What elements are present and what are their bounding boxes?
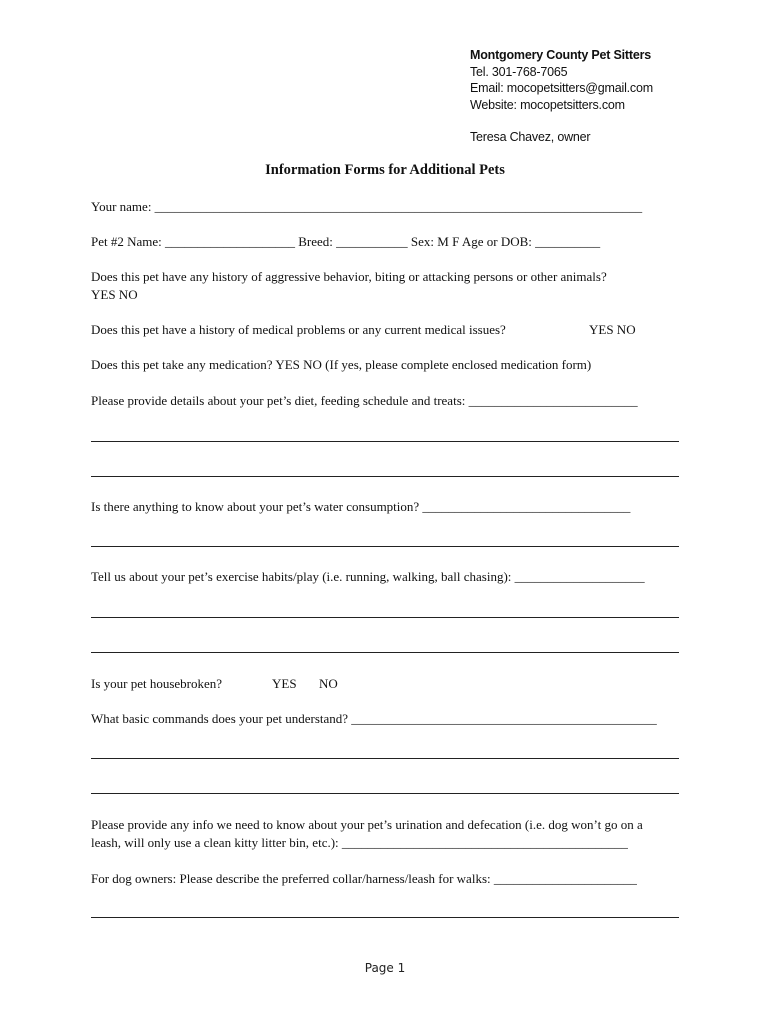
medical-options[interactable]: YES NO [589,322,636,337]
commands-answer-line[interactable] [91,758,679,759]
water-question[interactable]: Is there anything to know about your pet’s water consumption? ________________________________ [91,499,631,514]
owner-name: Teresa Chavez, owner [470,130,591,144]
exercise-question[interactable]: Tell us about your pet’s exercise habits/play (i.e. running, walking, ball chasing): ____________________ [91,569,645,584]
medical-question: Does this pet have a history of medical problems or any current medical issues? [91,322,506,337]
collar-question[interactable]: For dog owners: Please describe the preferred collar/harness/leash for walks: ______________________ [91,871,637,886]
contact-block [470,47,653,146]
housebroken-question: Is your pet housebroken? [91,676,223,691]
housebroken-yes[interactable]: YES [272,676,297,691]
website: Website: mocopetsitters.com [470,97,625,112]
urination-question-continued[interactable]: leash, will only use a clean kitty litter bin, etc.): ____________________________________________ [91,835,628,850]
housebroken-no[interactable]: NO [319,676,338,691]
phone-number: Tel. 301-768-7065 [470,64,568,79]
commands-answer-line[interactable] [91,793,679,794]
diet-answer-line[interactable] [91,441,679,442]
diet-answer-line[interactable] [91,476,679,477]
aggressive-question: Does this pet have any history of aggressive behavior, biting or attacking persons or other animals? [91,269,607,284]
page-number: Page 1 [364,961,406,975]
company-name: Montgomery County Pet Sitters [470,48,652,62]
aggressive-options[interactable]: YES NO [91,287,138,302]
water-answer-line[interactable] [91,546,679,547]
form-title: Information Forms for Additional Pets [265,162,505,178]
exercise-answer-line[interactable] [91,652,679,653]
your-name-field[interactable]: Your name: ___________________________________________________________________________ [91,199,643,214]
exercise-answer-line[interactable] [91,617,679,618]
medication-question[interactable]: Does this pet take any medication? YES NO (If yes, please complete enclosed medication form) [91,357,592,372]
diet-question[interactable]: Please provide details about your pet’s diet, feeding schedule and treats: __________________________ [91,393,638,408]
urination-question: Please provide any info we need to know about your pet’s urination and defecation (i.e. dog won’t go on a [91,817,643,832]
pet-info-line[interactable]: Pet #2 Name: ____________________ Breed: ___________ Sex: M F Age or DOB: __________ [91,234,601,249]
email-address: Email: mocopetsitters@gmail.com [470,81,653,95]
commands-question[interactable]: What basic commands does your pet understand? _______________________________________________ [91,711,657,726]
collar-answer-line[interactable] [91,917,679,918]
